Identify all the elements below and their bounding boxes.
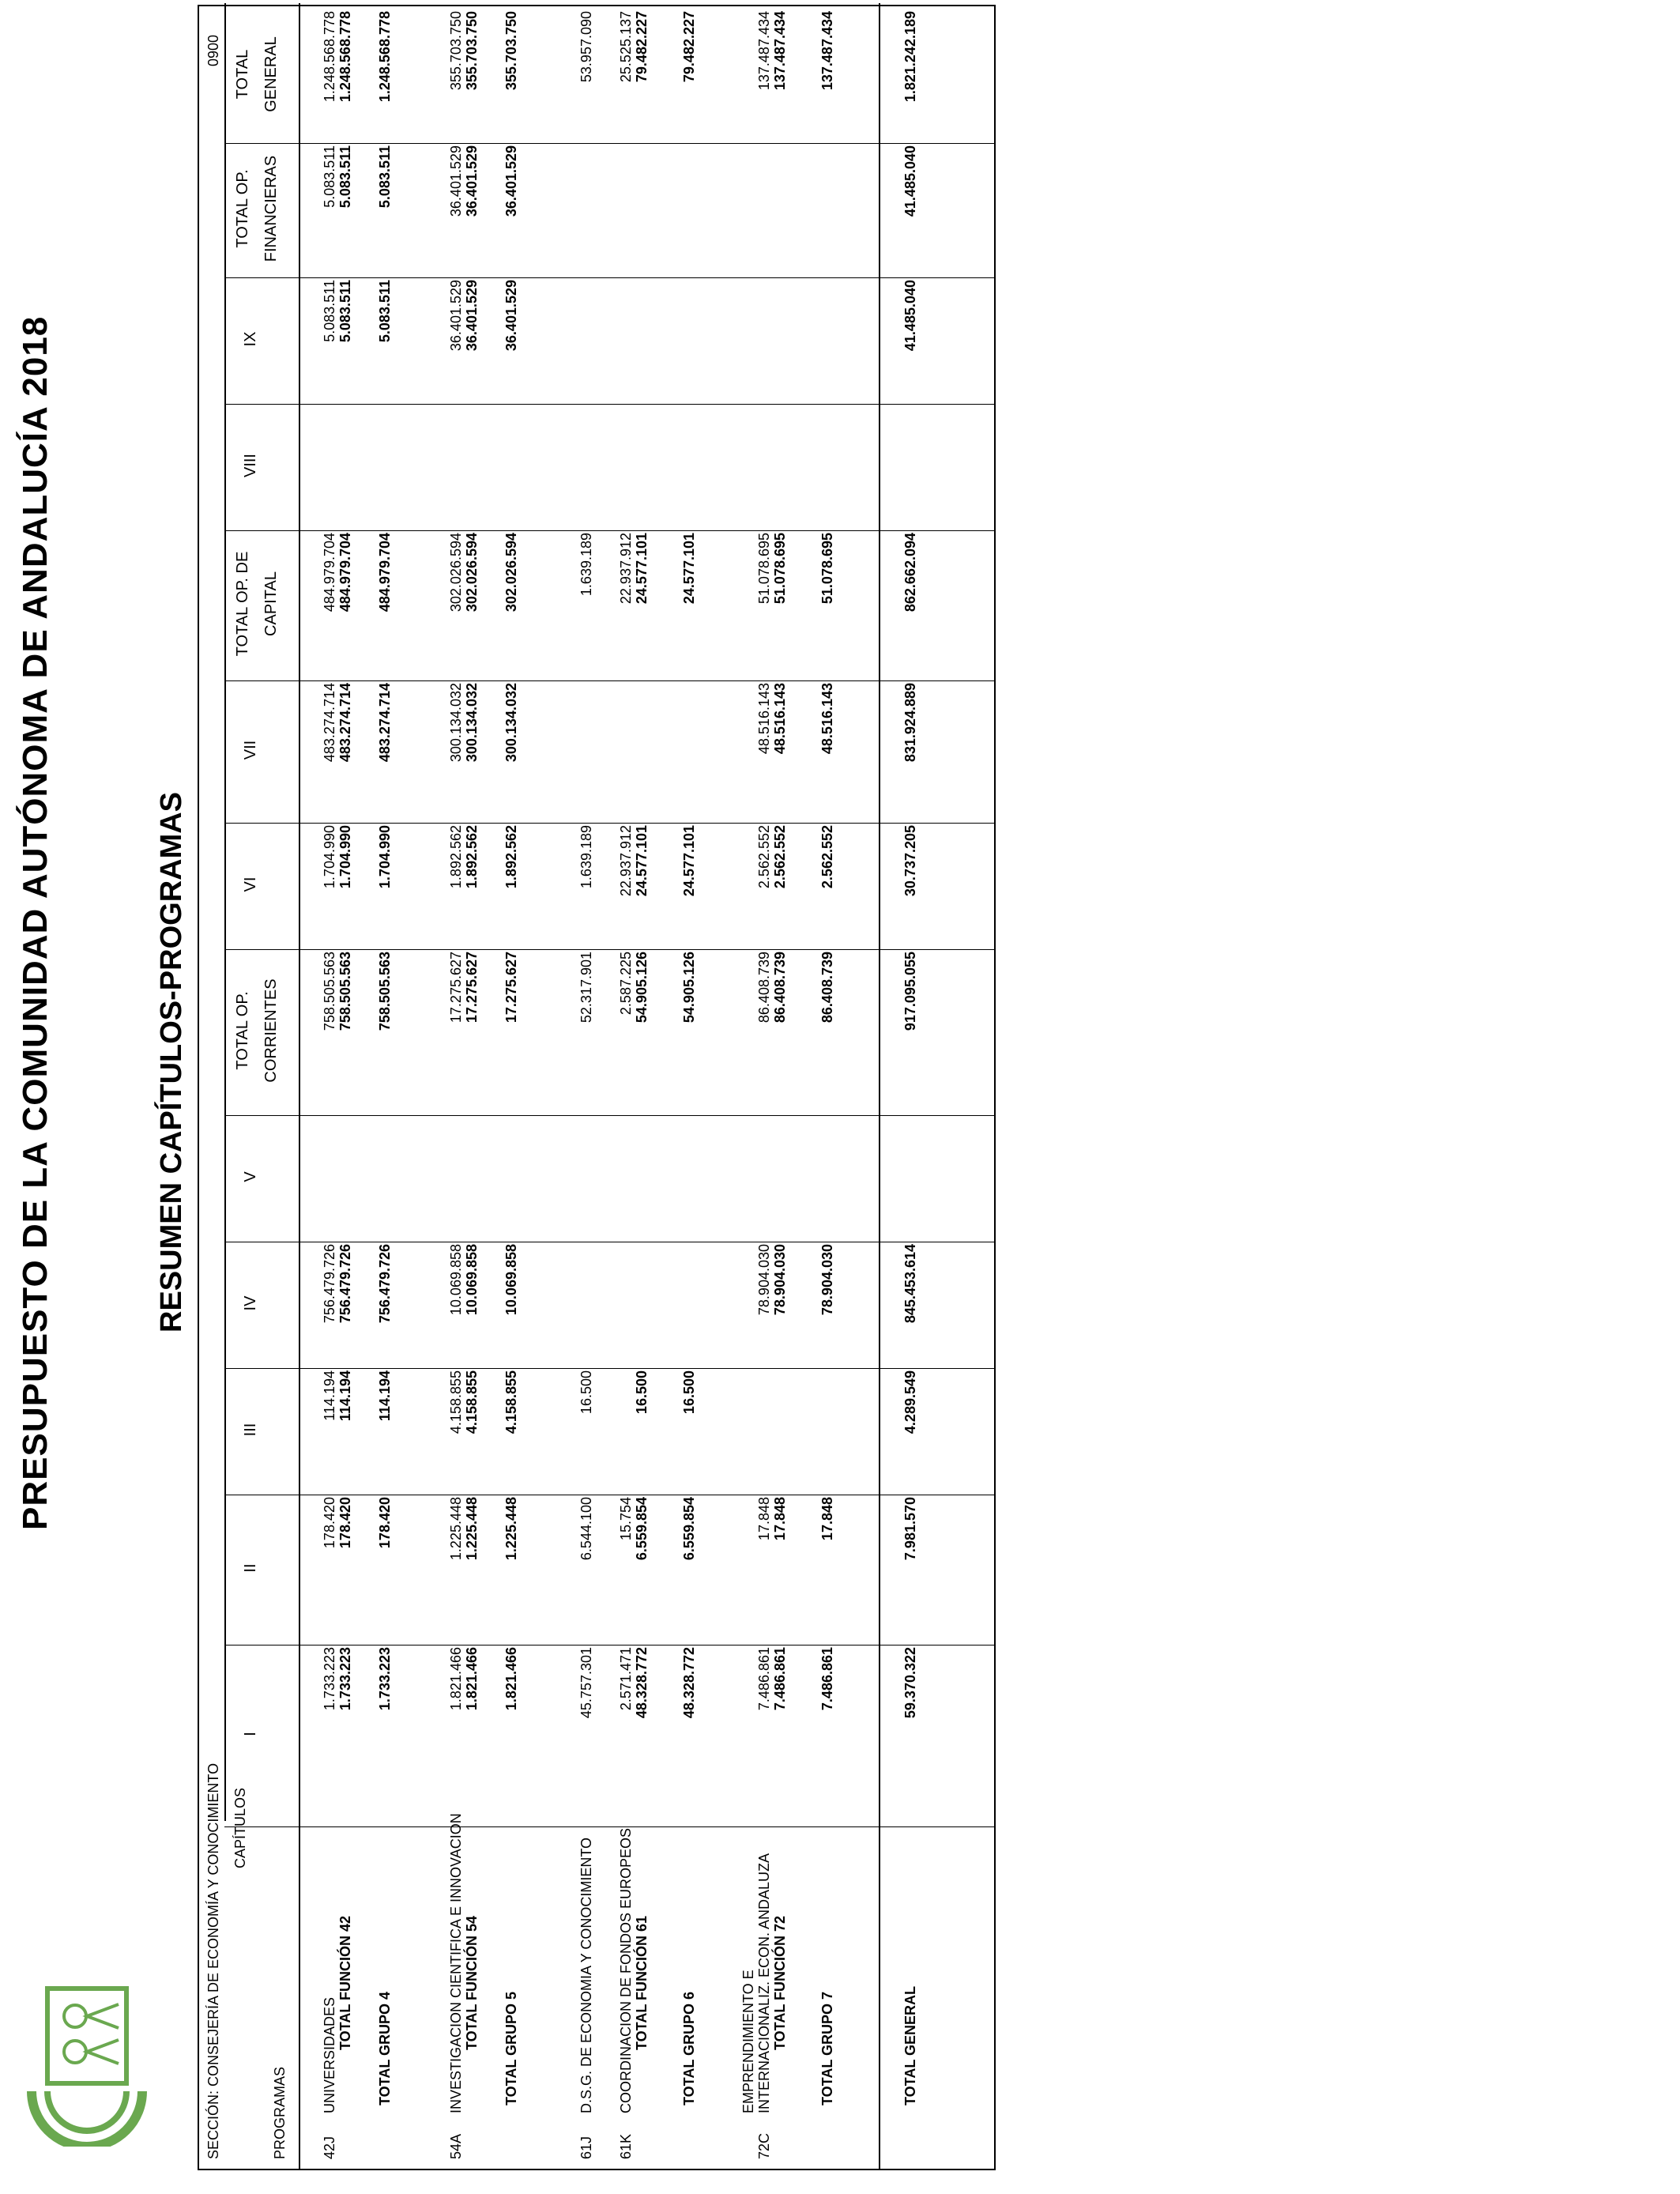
- program-label: TOTAL FUNCIÓN 72: [772, 1915, 788, 2050]
- amount-cell: 758.505.563: [377, 952, 393, 1031]
- page-subtitle: RESUMEN CAPÍTULOS-PROGRAMAS: [155, 791, 188, 1333]
- section-label: SECCIÓN: CONSEJERÍA DE ECONOMÍA Y CONOCIMIENTO: [205, 1762, 221, 2159]
- programas-label: PROGRAMAS: [272, 2066, 288, 2159]
- program-label: TOTAL GRUPO 4: [377, 1991, 393, 2105]
- column-header: II: [242, 1563, 259, 1573]
- amount-cell: 137.487.434: [819, 11, 835, 91]
- program-code: 54A: [448, 2133, 464, 2159]
- amount-cell: 300.134.032: [503, 683, 519, 763]
- column-header: IV: [242, 1295, 259, 1311]
- junta-andalucia-logo: [0, 1981, 150, 2147]
- amount-cell: 17.848: [756, 1497, 772, 1541]
- column-header: GENERAL: [262, 36, 280, 112]
- total-general-line: [879, 3, 880, 2169]
- amount-cell: 51.078.695: [756, 533, 772, 605]
- amount-cell: 16.500: [634, 1370, 650, 1415]
- amount-cell: 1.704.990: [337, 825, 353, 889]
- amount-cell: 22.937.912: [618, 825, 634, 897]
- amount-cell: 1.639.189: [578, 533, 594, 597]
- amount-cell: 17.848: [819, 1497, 835, 1541]
- amount-cell: 1.821.466: [503, 1647, 519, 1711]
- column-divider: [224, 143, 996, 144]
- amount-cell: 484.979.704: [377, 533, 393, 613]
- amount-cell: 484.979.704: [337, 533, 353, 613]
- amount-cell: 355.703.750: [448, 11, 464, 91]
- amount-cell: 1.639.189: [578, 825, 594, 889]
- amount-cell: 30.737.205: [902, 825, 918, 897]
- amount-cell: 48.328.772: [681, 1647, 697, 1719]
- amount-cell: 5.083.511: [337, 280, 353, 343]
- header-line-top: [224, 3, 226, 1821]
- column-divider: [224, 823, 996, 824]
- amount-cell: 2.562.552: [756, 825, 772, 889]
- amount-cell: 5.083.511: [322, 145, 337, 208]
- amount-cell: 52.317.901: [578, 952, 594, 1023]
- amount-cell: 178.420: [377, 1497, 393, 1549]
- amount-cell: 78.904.030: [756, 1244, 772, 1316]
- amount-cell: 45.757.301: [578, 1647, 594, 1719]
- column-header: IX: [242, 331, 259, 347]
- amount-cell: 178.420: [337, 1497, 353, 1549]
- amount-cell: 5.083.511: [377, 280, 393, 343]
- program-label: TOTAL FUNCIÓN 42: [337, 1915, 353, 2050]
- amount-cell: 756.479.726: [377, 1244, 393, 1324]
- amount-cell: 36.401.529: [448, 280, 464, 352]
- program-label: COORDINACION DE FONDOS EUROPEOS: [618, 1827, 634, 2113]
- column-header: V: [242, 1171, 259, 1182]
- program-label: TOTAL FUNCIÓN 54: [464, 1915, 480, 2050]
- amount-cell: 300.134.032: [448, 683, 464, 763]
- amount-cell: 114.194: [337, 1370, 353, 1422]
- amount-cell: 36.401.529: [503, 145, 519, 217]
- amount-cell: 483.274.714: [337, 683, 353, 763]
- amount-cell: 78.904.030: [772, 1244, 788, 1316]
- amount-cell: 48.516.143: [772, 683, 788, 755]
- amount-cell: 758.505.563: [322, 952, 337, 1031]
- amount-cell: 484.979.704: [322, 533, 337, 613]
- amount-cell: 1.225.448: [448, 1497, 464, 1561]
- amount-cell: 51.078.695: [772, 533, 788, 605]
- column-header: TOTAL: [234, 49, 251, 100]
- section-code: 0900: [205, 34, 221, 66]
- amount-cell: 36.401.529: [503, 280, 519, 352]
- amount-cell: 1.248.568.778: [377, 11, 393, 103]
- column-divider: [224, 277, 996, 278]
- page-title: PRESUPUESTO DE LA COMUNIDAD AUTÓNOMA DE ANDALUCÍA 2018: [16, 315, 55, 1530]
- amount-cell: 1.821.466: [448, 1647, 464, 1711]
- column-header: FINANCIERAS: [262, 155, 280, 262]
- budget-table: [198, 5, 996, 2170]
- amount-cell: 1.704.990: [377, 825, 393, 889]
- column-divider: [224, 1826, 996, 1827]
- amount-cell: 17.848: [772, 1497, 788, 1541]
- column-header: III: [242, 1423, 259, 1437]
- amount-cell: 4.289.549: [902, 1370, 918, 1434]
- amount-cell: 41.485.040: [902, 280, 918, 352]
- amount-cell: 1.733.223: [322, 1647, 337, 1711]
- program-label: EMPRENDIMIENTO E INTERNACIONALIZ. ECON. ANDALUZA: [740, 1853, 772, 2113]
- amount-cell: 5.083.511: [322, 280, 337, 342]
- amount-cell: 36.401.529: [464, 280, 480, 352]
- column-divider: [224, 949, 996, 950]
- amount-cell: 1.821.242.189: [902, 11, 918, 103]
- amount-cell: 10.069.858: [464, 1244, 480, 1316]
- amount-cell: 1.892.562: [503, 825, 519, 889]
- amount-cell: 831.924.889: [902, 683, 918, 763]
- amount-cell: 53.957.090: [578, 11, 594, 83]
- amount-cell: 1.892.562: [448, 825, 464, 889]
- amount-cell: 7.486.861: [772, 1647, 788, 1711]
- amount-cell: 302.026.594: [448, 533, 464, 613]
- amount-cell: 5.083.511: [377, 145, 393, 209]
- amount-cell: 114.194: [377, 1370, 393, 1422]
- amount-cell: 25.525.137: [618, 11, 634, 83]
- amount-cell: 6.544.100: [578, 1497, 594, 1561]
- amount-cell: 1.225.448: [503, 1497, 519, 1561]
- column-header: TOTAL OP.: [234, 169, 251, 248]
- amount-cell: 79.482.227: [634, 11, 650, 83]
- program-label: TOTAL GRUPO 5: [503, 1991, 519, 2105]
- amount-cell: 1.821.466: [464, 1647, 480, 1711]
- amount-cell: 24.577.101: [681, 825, 697, 897]
- amount-cell: 86.408.739: [756, 952, 772, 1023]
- amount-cell: 6.559.854: [634, 1497, 650, 1561]
- amount-cell: 302.026.594: [503, 533, 519, 613]
- amount-cell: 355.703.750: [464, 11, 480, 91]
- program-label: TOTAL GENERAL: [902, 1985, 918, 2105]
- amount-cell: 7.981.570: [902, 1497, 918, 1561]
- column-header: CAPITAL: [262, 571, 280, 636]
- amount-cell: 7.486.861: [756, 1647, 772, 1711]
- amount-cell: 24.577.101: [634, 533, 650, 605]
- column-header: I: [242, 1732, 259, 1736]
- amount-cell: 48.516.143: [756, 683, 772, 755]
- amount-cell: 302.026.594: [464, 533, 480, 613]
- amount-cell: 1.225.448: [464, 1497, 480, 1561]
- amount-cell: 4.158.855: [448, 1370, 464, 1434]
- amount-cell: 2.587.225: [618, 952, 634, 1016]
- program-code: 61J: [578, 2136, 594, 2159]
- amount-cell: 355.703.750: [503, 11, 519, 91]
- amount-cell: 41.485.040: [902, 145, 918, 217]
- column-header: TOTAL OP.: [234, 991, 251, 1070]
- amount-cell: 48.328.772: [634, 1647, 650, 1719]
- amount-cell: 756.479.726: [337, 1244, 353, 1324]
- amount-cell: 1.733.223: [377, 1647, 393, 1711]
- program-code: 42J: [322, 2136, 337, 2159]
- amount-cell: 10.069.858: [503, 1244, 519, 1316]
- column-divider: [224, 530, 996, 531]
- amount-cell: 17.275.627: [503, 952, 519, 1023]
- amount-cell: 483.274.714: [322, 683, 337, 763]
- amount-cell: 2.562.552: [819, 825, 835, 889]
- amount-cell: 6.559.854: [681, 1497, 697, 1561]
- amount-cell: 15.754: [618, 1497, 634, 1541]
- amount-cell: 17.275.627: [448, 952, 464, 1023]
- amount-cell: 22.937.912: [618, 533, 634, 605]
- amount-cell: 137.487.434: [772, 11, 788, 91]
- amount-cell: 24.577.101: [634, 825, 650, 897]
- amount-cell: 300.134.032: [464, 683, 480, 763]
- amount-cell: 54.905.126: [681, 952, 697, 1023]
- amount-cell: 7.486.861: [819, 1647, 835, 1711]
- amount-cell: 1.248.568.778: [322, 11, 337, 103]
- program-code: 72C: [756, 2132, 772, 2159]
- amount-cell: 36.401.529: [464, 145, 480, 217]
- program-code: 61K: [618, 2133, 634, 2159]
- amount-cell: 114.194: [322, 1370, 337, 1421]
- amount-cell: 2.571.471: [618, 1647, 634, 1711]
- amount-cell: 79.482.227: [681, 11, 697, 83]
- amount-cell: 16.500: [681, 1370, 697, 1415]
- amount-cell: 756.479.726: [322, 1244, 337, 1324]
- column-divider: [224, 1115, 996, 1116]
- program-label: TOTAL GRUPO 6: [681, 1991, 697, 2105]
- column-divider: [224, 1368, 996, 1369]
- amount-cell: 17.275.627: [464, 952, 480, 1023]
- column-header: CORRIENTES: [262, 978, 280, 1083]
- amount-cell: 5.083.511: [337, 145, 353, 209]
- program-label: UNIVERSIDADES: [322, 1996, 337, 2113]
- amount-cell: 758.505.563: [337, 952, 353, 1031]
- program-label: TOTAL FUNCIÓN 61: [634, 1915, 650, 2050]
- amount-cell: 78.904.030: [819, 1244, 835, 1316]
- amount-cell: 1.733.223: [337, 1647, 353, 1711]
- amount-cell: 1.248.568.778: [337, 11, 353, 103]
- amount-cell: 917.095.055: [902, 952, 918, 1031]
- amount-cell: 1.704.990: [322, 825, 337, 889]
- amount-cell: 4.158.855: [464, 1370, 480, 1434]
- program-label: D.S.G. DE ECONOMIA Y CONOCIMIENTO: [578, 1837, 594, 2113]
- column-divider: [224, 680, 996, 681]
- program-label: TOTAL GRUPO 7: [819, 1991, 835, 2105]
- amount-cell: 178.420: [322, 1497, 337, 1549]
- capitulos-label: CAPÍTULOS: [232, 1787, 248, 1868]
- amount-cell: 59.370.322: [902, 1647, 918, 1719]
- amount-cell: 10.069.858: [448, 1244, 464, 1316]
- header-line-bottom: [299, 3, 300, 2169]
- program-label: INVESTIGACION CIENTIFICA E INNOVACION: [448, 1813, 464, 2113]
- amount-cell: 86.408.739: [772, 952, 788, 1023]
- column-header: VI: [242, 876, 259, 892]
- column-header: VIII: [242, 454, 259, 478]
- column-divider: [224, 404, 996, 405]
- amount-cell: 4.158.855: [503, 1370, 519, 1434]
- column-header: TOTAL OP. DE: [234, 551, 251, 657]
- amount-cell: 483.274.714: [377, 683, 393, 763]
- amount-cell: 137.487.434: [756, 11, 772, 91]
- amount-cell: 54.905.126: [634, 952, 650, 1023]
- amount-cell: 16.500: [578, 1370, 594, 1415]
- amount-cell: 2.562.552: [772, 825, 788, 889]
- amount-cell: 86.408.739: [819, 952, 835, 1023]
- column-header: VII: [242, 740, 259, 760]
- amount-cell: 1.892.562: [464, 825, 480, 889]
- amount-cell: 862.662.094: [902, 533, 918, 613]
- amount-cell: 36.401.529: [448, 145, 464, 217]
- amount-cell: 51.078.695: [819, 533, 835, 605]
- column-divider: [224, 1645, 996, 1646]
- amount-cell: 48.516.143: [819, 683, 835, 755]
- amount-cell: 24.577.101: [681, 533, 697, 605]
- amount-cell: 845.453.614: [902, 1244, 918, 1324]
